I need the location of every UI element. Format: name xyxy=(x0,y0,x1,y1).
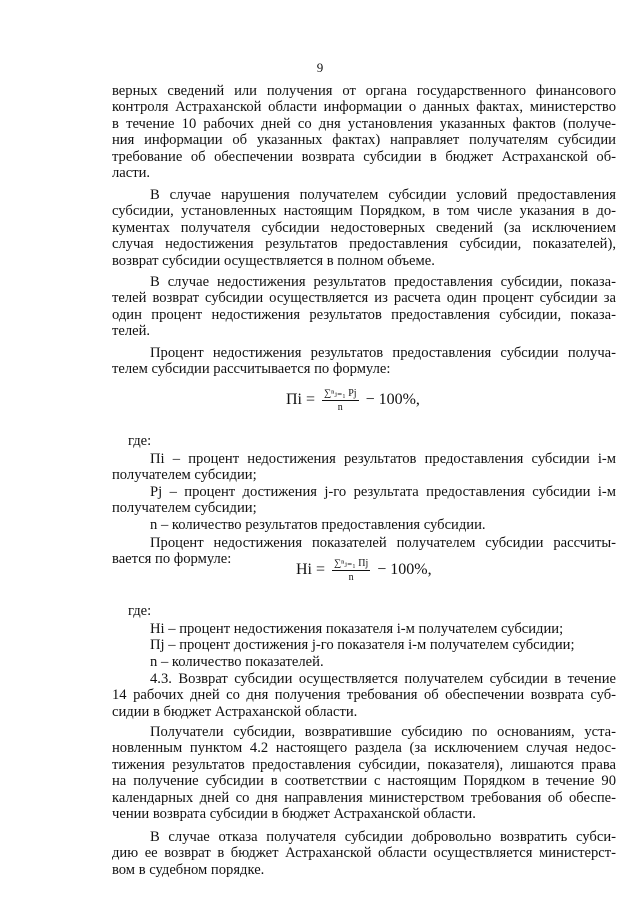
text-line: Pj – процент достижения j-го результата предоставления субсидии i-м xyxy=(150,483,616,500)
text-line: телем субсидии рассчитывается по формуле: xyxy=(112,361,391,378)
text-line: Процент недостижения результатов предоставления субсидии получа- xyxy=(150,345,616,361)
text-line: ласти. xyxy=(112,165,151,182)
text-line: В случае недостижения результатов предоставления субсидии, показа- xyxy=(150,274,616,290)
text-line: контроля Астраханской области информации о данных фактах, министерство xyxy=(112,99,616,116)
formula-fraction xyxy=(322,388,359,413)
text-line: чении возврата субсидии в бюджет Астраханской области. xyxy=(112,806,476,823)
formula-numerator: ∑ⁿⱼ₌₁ Pj xyxy=(324,388,357,399)
where-label: где: xyxy=(128,433,152,449)
formula-lhs: Hi = xyxy=(296,561,326,579)
formula-rhs: − 100%, xyxy=(377,561,432,579)
text-line: на получение субсидии в соответствии с настоящим Порядком в течение 90 xyxy=(112,773,616,790)
page-number: 9 xyxy=(316,60,324,75)
formula-pi xyxy=(286,388,420,413)
text-line: один процент недостижения результатов предоставления субсидии, показа- xyxy=(112,306,616,323)
formula-denominator: n xyxy=(348,572,354,583)
paragraph-8 xyxy=(112,829,616,878)
text-line: получателем субсидии; xyxy=(112,500,257,517)
text-line: телей. xyxy=(112,323,151,340)
text-line: получателем субсидии; xyxy=(112,467,257,484)
formula-rhs: − 100%, xyxy=(365,391,420,409)
text-line: В случае отказа получателя субсидии добровольно возвратить субси- xyxy=(150,829,616,845)
paragraph-1 xyxy=(112,83,616,181)
text-line: календарных дней со дня направления министерством требования об обеспе- xyxy=(112,789,616,806)
text-line: дию ее возврат в бюджет Астраханской области осуществляется министерст- xyxy=(112,845,616,862)
formula-lhs: Пi = xyxy=(286,391,316,409)
text-line: Получатели субсидии, возвратившие субсидию по основаниям, уста- xyxy=(150,724,616,740)
text-line: Пi – процент недостижения результатов предоставления субсидии i-м xyxy=(150,451,616,467)
paragraph-2 xyxy=(112,187,616,269)
text-line: Пj – процент достижения j-го показателя i-м получателем субсидии; xyxy=(150,637,575,654)
formula-fraction xyxy=(332,558,370,583)
text-line: В случае нарушения получателем субсидии условий предоставления xyxy=(150,187,616,203)
definitions-2 xyxy=(112,621,616,670)
text-line: 14 рабочих дней со дня получения требования об обеспечении возврата суб- xyxy=(112,687,616,704)
text-line: требование об обеспечении возврата субсидии в бюджет Астраханской об- xyxy=(112,148,616,165)
text-line: новленным пунктом 4.2 настоящего раздела (за исключением случая недос- xyxy=(112,740,616,757)
formula-hi xyxy=(296,558,432,583)
text-line: вается по формуле: xyxy=(112,551,232,568)
paragraph-6 xyxy=(112,671,616,720)
text-line: телей возврат субсидии осуществляется из расчета один процент субсидии за xyxy=(112,290,616,307)
formula-denominator: n xyxy=(337,402,343,413)
text-line: ния информации об указанных фактах) направляет получателям субсидии xyxy=(112,132,616,149)
text-line: кументах получателя субсидии недостоверных сведений (за исключением xyxy=(112,219,616,236)
text-line: Процент недостижения показателей получателем субсидии рассчиты- xyxy=(150,535,616,551)
text-line: в течение 10 рабочих дней со дня установления указанных фактов (получе- xyxy=(112,115,616,132)
text-line: случая недостижения результатов предоставления субсидии, показателей), xyxy=(112,236,616,253)
text-line: субсидии, установленных настоящим Порядком, в том числе указания в до- xyxy=(112,203,616,220)
text-line: возврат субсидии осуществляется в полном объеме. xyxy=(112,252,435,269)
text-line: 4.3. Возврат субсидии осуществляется получателем субсидии в течение xyxy=(150,671,616,687)
text-line: n – количество результатов предоставления субсидии. xyxy=(150,516,486,533)
paragraph-3 xyxy=(112,274,616,340)
text-line: верных сведений или получения от органа государственного финансового xyxy=(112,83,616,99)
text-line: Hi – процент недостижения показателя i-м получателем субсидии; xyxy=(150,621,564,637)
paragraph-4 xyxy=(112,345,616,378)
definitions-1 xyxy=(112,451,616,533)
text-line: тижения результатов предоставления субсидии, показателя), лишаются права xyxy=(112,756,616,773)
formula-numerator: ∑ⁿⱼ₌₁ Пj xyxy=(334,558,369,569)
text-line: сидии в бюджет Астраханской области. xyxy=(112,703,358,720)
where-label: где: xyxy=(128,603,152,619)
paragraph-7 xyxy=(112,724,616,822)
text-line: n – количество показателей. xyxy=(150,653,324,670)
text-line: вом в судебном порядке. xyxy=(112,861,265,878)
